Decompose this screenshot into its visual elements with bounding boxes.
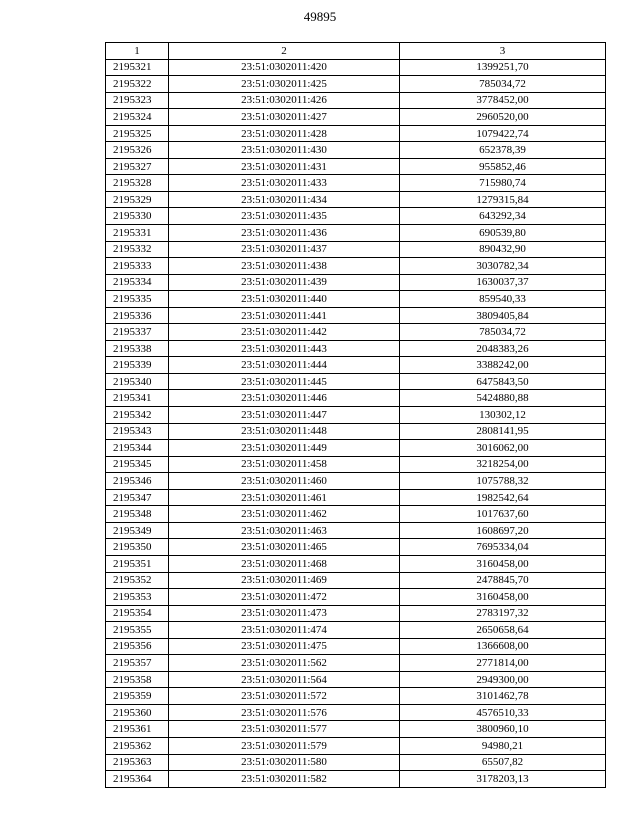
table-row — [106, 225, 606, 242]
table-row — [106, 489, 606, 506]
table-row — [106, 539, 606, 556]
table-row — [106, 291, 606, 308]
cell-cadastral-number: 23:51:0302011:433 — [169, 175, 400, 192]
cell-value: 859540,33 — [400, 291, 606, 308]
cell-value: 2783197,32 — [400, 605, 606, 622]
cell-value: 2478845,70 — [400, 572, 606, 589]
table-row — [106, 340, 606, 357]
cell-number: 2195364 — [106, 771, 169, 788]
cell-number: 2195358 — [106, 671, 169, 688]
table-row — [106, 721, 606, 738]
cell-cadastral-number: 23:51:0302011:580 — [169, 754, 400, 771]
cell-value: 3030782,34 — [400, 258, 606, 275]
cell-number: 2195334 — [106, 274, 169, 291]
table-row — [106, 109, 606, 126]
cell-cadastral-number: 23:51:0302011:474 — [169, 622, 400, 639]
cell-cadastral-number: 23:51:0302011:562 — [169, 655, 400, 672]
cell-number: 2195345 — [106, 456, 169, 473]
cell-number: 2195353 — [106, 589, 169, 606]
cell-cadastral-number: 23:51:0302011:577 — [169, 721, 400, 738]
cell-cadastral-number: 23:51:0302011:428 — [169, 125, 400, 142]
table-row — [106, 522, 606, 539]
cell-cadastral-number: 23:51:0302011:465 — [169, 539, 400, 556]
cell-value: 3218254,00 — [400, 456, 606, 473]
table-row — [106, 373, 606, 390]
cell-value: 690539,80 — [400, 225, 606, 242]
table-row — [106, 191, 606, 208]
cell-value: 1399251,70 — [400, 59, 606, 76]
table-row — [106, 158, 606, 175]
cell-value: 715980,74 — [400, 175, 606, 192]
cell-value: 3160458,00 — [400, 555, 606, 572]
cell-number: 2195332 — [106, 241, 169, 258]
cell-cadastral-number: 23:51:0302011:445 — [169, 373, 400, 390]
cell-cadastral-number: 23:51:0302011:426 — [169, 92, 400, 109]
cell-cadastral-number: 23:51:0302011:440 — [169, 291, 400, 308]
cell-value: 65507,82 — [400, 754, 606, 771]
cell-cadastral-number: 23:51:0302011:462 — [169, 506, 400, 523]
cell-number: 2195362 — [106, 737, 169, 754]
cell-cadastral-number: 23:51:0302011:472 — [169, 589, 400, 606]
cell-value: 1279315,84 — [400, 191, 606, 208]
table-row — [106, 390, 606, 407]
cell-cadastral-number: 23:51:0302011:420 — [169, 59, 400, 76]
column-header-1: 1 — [106, 43, 169, 60]
header-row — [106, 43, 606, 60]
cell-value: 652378,39 — [400, 142, 606, 159]
cell-cadastral-number: 23:51:0302011:436 — [169, 225, 400, 242]
cell-number: 2195339 — [106, 357, 169, 374]
table-row — [106, 407, 606, 424]
cell-cadastral-number: 23:51:0302011:437 — [169, 241, 400, 258]
cell-number: 2195337 — [106, 324, 169, 341]
cell-value: 5424880,88 — [400, 390, 606, 407]
cell-number: 2195329 — [106, 191, 169, 208]
cell-number: 2195331 — [106, 225, 169, 242]
cell-cadastral-number: 23:51:0302011:434 — [169, 191, 400, 208]
cell-cadastral-number: 23:51:0302011:443 — [169, 340, 400, 357]
cell-number: 2195360 — [106, 704, 169, 721]
cell-number: 2195357 — [106, 655, 169, 672]
cell-number: 2195355 — [106, 622, 169, 639]
table-row — [106, 241, 606, 258]
table-row — [106, 638, 606, 655]
cell-value: 2650658,64 — [400, 622, 606, 639]
page-number: 49895 — [303, 9, 337, 24]
cell-cadastral-number: 23:51:0302011:564 — [169, 671, 400, 688]
table-row — [106, 655, 606, 672]
cell-number: 2195322 — [106, 76, 169, 93]
table-row — [106, 456, 606, 473]
table-row — [106, 59, 606, 76]
cell-value: 1017637,60 — [400, 506, 606, 523]
table-row — [106, 92, 606, 109]
cell-value: 4576510,33 — [400, 704, 606, 721]
table-row — [106, 754, 606, 771]
cell-value: 2808141,95 — [400, 423, 606, 440]
cell-cadastral-number: 23:51:0302011:461 — [169, 489, 400, 506]
cell-number: 2195330 — [106, 208, 169, 225]
cell-cadastral-number: 23:51:0302011:458 — [169, 456, 400, 473]
table-row — [106, 589, 606, 606]
cell-number: 2195324 — [106, 109, 169, 126]
cell-value: 785034,72 — [400, 76, 606, 93]
cell-value: 6475843,50 — [400, 373, 606, 390]
cell-value: 643292,34 — [400, 208, 606, 225]
cell-cadastral-number: 23:51:0302011:442 — [169, 324, 400, 341]
cell-value: 130302,12 — [400, 407, 606, 424]
cell-value: 3101462,78 — [400, 688, 606, 705]
table-row — [106, 76, 606, 93]
cell-value: 1366608,00 — [400, 638, 606, 655]
table-row — [106, 737, 606, 754]
cell-cadastral-number: 23:51:0302011:438 — [169, 258, 400, 275]
cell-value: 1630037,37 — [400, 274, 606, 291]
cell-number: 2195361 — [106, 721, 169, 738]
cell-number: 2195348 — [106, 506, 169, 523]
cell-cadastral-number: 23:51:0302011:576 — [169, 704, 400, 721]
cell-value: 2960520,00 — [400, 109, 606, 126]
cell-value: 785034,72 — [400, 324, 606, 341]
cell-number: 2195354 — [106, 605, 169, 622]
column-header-3: 3 — [400, 43, 606, 60]
cell-cadastral-number: 23:51:0302011:468 — [169, 555, 400, 572]
cell-number: 2195347 — [106, 489, 169, 506]
cell-value: 3178203,13 — [400, 771, 606, 788]
cell-cadastral-number: 23:51:0302011:469 — [169, 572, 400, 589]
cell-number: 2195344 — [106, 440, 169, 457]
cell-number: 2195346 — [106, 473, 169, 490]
table-row — [106, 125, 606, 142]
cell-value: 7695334,04 — [400, 539, 606, 556]
cell-value: 955852,46 — [400, 158, 606, 175]
table-row — [106, 142, 606, 159]
table-row — [106, 688, 606, 705]
cell-value: 3016062,00 — [400, 440, 606, 457]
cell-number: 2195359 — [106, 688, 169, 705]
table-row — [106, 771, 606, 788]
cell-value: 1075788,32 — [400, 473, 606, 490]
cell-number: 2195338 — [106, 340, 169, 357]
cell-number: 2195342 — [106, 407, 169, 424]
cell-value: 1608697,20 — [400, 522, 606, 539]
cell-value: 3809405,84 — [400, 307, 606, 324]
cell-cadastral-number: 23:51:0302011:430 — [169, 142, 400, 159]
cell-cadastral-number: 23:51:0302011:463 — [169, 522, 400, 539]
cell-number: 2195340 — [106, 373, 169, 390]
table-row — [106, 622, 606, 639]
cell-value: 3778452,00 — [400, 92, 606, 109]
cell-number: 2195350 — [106, 539, 169, 556]
cell-value: 1079422,74 — [400, 125, 606, 142]
table-row — [106, 307, 606, 324]
table-row — [106, 324, 606, 341]
cell-number: 2195343 — [106, 423, 169, 440]
table-body — [106, 59, 606, 787]
cell-number: 2195321 — [106, 59, 169, 76]
table-row — [106, 258, 606, 275]
cell-value: 3800960,10 — [400, 721, 606, 738]
cell-cadastral-number: 23:51:0302011:449 — [169, 440, 400, 457]
table-row — [106, 357, 606, 374]
cell-cadastral-number: 23:51:0302011:448 — [169, 423, 400, 440]
cell-value: 1982542,64 — [400, 489, 606, 506]
table-row — [106, 605, 606, 622]
cell-cadastral-number: 23:51:0302011:579 — [169, 737, 400, 754]
table-row — [106, 208, 606, 225]
table-row — [106, 506, 606, 523]
cell-number: 2195341 — [106, 390, 169, 407]
cell-number: 2195335 — [106, 291, 169, 308]
cell-cadastral-number: 23:51:0302011:473 — [169, 605, 400, 622]
cell-value: 2048383,26 — [400, 340, 606, 357]
cell-cadastral-number: 23:51:0302011:441 — [169, 307, 400, 324]
cell-cadastral-number: 23:51:0302011:460 — [169, 473, 400, 490]
table-row — [106, 671, 606, 688]
cell-cadastral-number: 23:51:0302011:446 — [169, 390, 400, 407]
cell-cadastral-number: 23:51:0302011:427 — [169, 109, 400, 126]
cell-number: 2195363 — [106, 754, 169, 771]
cell-value: 94980,21 — [400, 737, 606, 754]
cell-cadastral-number: 23:51:0302011:475 — [169, 638, 400, 655]
table-header — [106, 43, 606, 60]
table-row — [106, 555, 606, 572]
column-header-2: 2 — [169, 43, 400, 60]
cell-number: 2195349 — [106, 522, 169, 539]
cell-number: 2195333 — [106, 258, 169, 275]
data-table — [105, 42, 606, 788]
cell-cadastral-number: 23:51:0302011:439 — [169, 274, 400, 291]
cell-number: 2195323 — [106, 92, 169, 109]
cell-cadastral-number: 23:51:0302011:582 — [169, 771, 400, 788]
cell-value: 890432,90 — [400, 241, 606, 258]
table-row — [106, 175, 606, 192]
cell-cadastral-number: 23:51:0302011:447 — [169, 407, 400, 424]
cell-cadastral-number: 23:51:0302011:572 — [169, 688, 400, 705]
table-row — [106, 572, 606, 589]
cell-number: 2195351 — [106, 555, 169, 572]
cell-number: 2195352 — [106, 572, 169, 589]
cell-cadastral-number: 23:51:0302011:444 — [169, 357, 400, 374]
cell-value: 3388242,00 — [400, 357, 606, 374]
table-row — [106, 704, 606, 721]
cell-number: 2195336 — [106, 307, 169, 324]
cell-cadastral-number: 23:51:0302011:435 — [169, 208, 400, 225]
cell-cadastral-number: 23:51:0302011:431 — [169, 158, 400, 175]
cell-value: 2771814,00 — [400, 655, 606, 672]
table-row — [106, 473, 606, 490]
cell-cadastral-number: 23:51:0302011:425 — [169, 76, 400, 93]
cell-number: 2195356 — [106, 638, 169, 655]
cell-value: 2949300,00 — [400, 671, 606, 688]
cell-number: 2195325 — [106, 125, 169, 142]
cell-number: 2195328 — [106, 175, 169, 192]
table-row — [106, 440, 606, 457]
cell-number: 2195327 — [106, 158, 169, 175]
cell-value: 3160458,00 — [400, 589, 606, 606]
table-row — [106, 274, 606, 291]
cell-number: 2195326 — [106, 142, 169, 159]
table-row — [106, 423, 606, 440]
